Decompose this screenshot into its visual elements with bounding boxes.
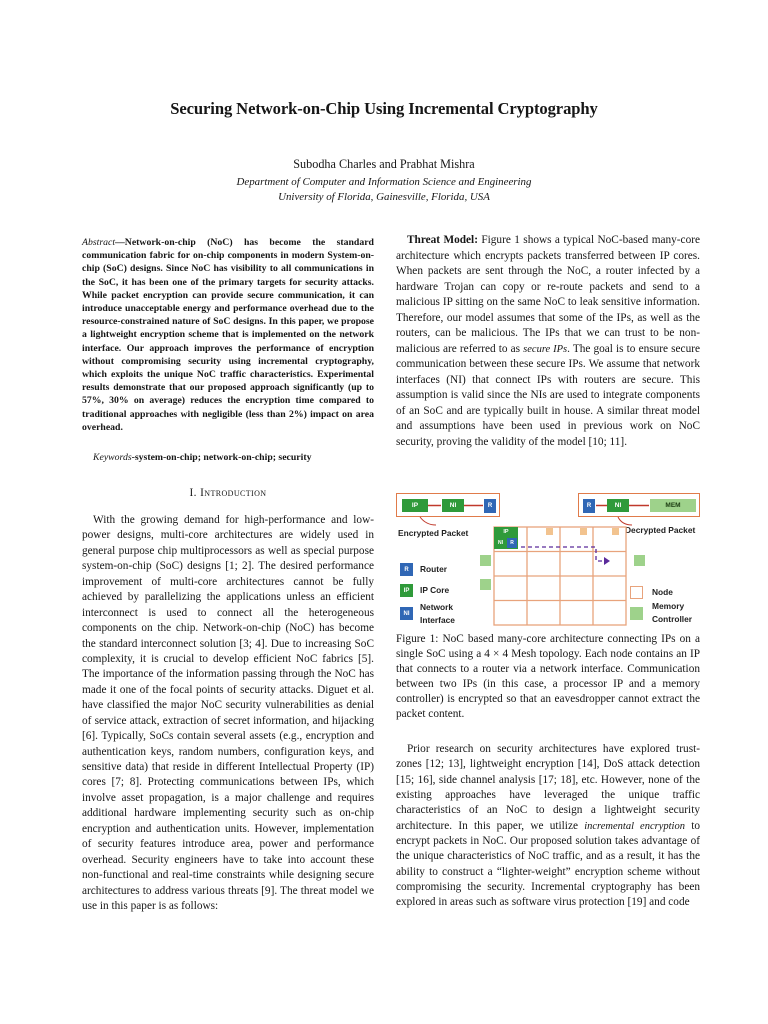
introduction-paragraph	[82, 513, 374, 914]
node-marker	[580, 528, 587, 535]
legend-node-icon	[630, 586, 643, 599]
memory-controller-node	[634, 555, 645, 566]
source-node-ni: NI	[495, 538, 506, 548]
dest-mem-block: MEM	[650, 499, 696, 512]
abstract-label: Abstract	[82, 237, 116, 248]
decrypted-packet-label: Decrypted Packet	[625, 525, 696, 535]
prior-research-text-a: Prior research on security architectures have explored trust-zones [12; 13], lightweight encryption [14], DoS attack detection [15; 16], side channel analysis [17; 18], etc. However, none of the existing approaches have leveraged the unique traffic characteristics of an NoC to design a lightweight security architecture. In this paper, we utilize	[396, 743, 700, 832]
figure-1-caption	[396, 632, 700, 723]
legend-mem-label-1: Memory	[652, 601, 685, 611]
keywords	[82, 451, 374, 464]
affiliation-department: Department of Computer and Information Science and Engineering	[236, 176, 532, 188]
source-ip-block: IP	[402, 499, 428, 512]
threat-model-text-b: . The goal is to ensure secure communication between these secure IPs. We assume that network interfaces (NI) that connect IPs with routers are secure. This assumption is valid since the NIs are used to integrate components of an SoC and are typically built in house. A similar threat model and assumptions have been used in previous work on NoC security, proving the validity of the model [10; 11].	[396, 342, 700, 448]
decrypted-leader	[618, 517, 632, 525]
figure-1	[396, 491, 700, 629]
paper-authors: Subodha Charles and Prabhat Mishra	[293, 157, 475, 171]
legend-router-icon: R	[400, 563, 413, 576]
memory-controller-node	[480, 579, 491, 590]
node-marker	[546, 528, 553, 535]
legend-ni-label-1: Network	[420, 602, 454, 612]
legend-mem-label-2: Controller	[652, 614, 693, 624]
encrypted-packet-label: Encrypted Packet	[398, 528, 469, 538]
paper-title: Securing Network-on-Chip Using Incremental Cryptography	[170, 99, 598, 118]
memory-controller-node	[480, 555, 491, 566]
section-heading-introduction: I. Introduction	[189, 487, 267, 499]
prior-research-term: incremental encryption	[584, 820, 685, 832]
dest-ni-block: NI	[607, 499, 629, 512]
keywords-text: -system-on-chip; network-on-chip; security	[131, 452, 312, 463]
prior-research-text-b: to encrypt packets in NoC. Our proposed solution takes advantage of the unique characteristics of NoC traffic, and as a result, it has the ability to construct a “lighter-weight” encryption scheme without compromising the security. Incremental cryptography has been explored in areas such as software virus protection [19] and code	[396, 819, 700, 909]
source-ni-block: NI	[442, 499, 464, 512]
source-router-block: R	[484, 499, 496, 513]
threat-model-text-a: Figure 1 shows a typical NoC-based many-core architecture which encrypts packets transferred between IP cores. When packets are sent through the NoC, a router infected by a hardware Trojan can copy or re-route packets and send to a malicious IP sitting on the same NoC to leak sensitive information. Therefore, our model assumes that some of the IPs, as well as the routers, can be malicious. The IPs that we can trust to be non-malicious are referred to as	[396, 234, 700, 355]
legend-ip-icon: IP	[400, 584, 413, 597]
source-node-router: R	[507, 538, 517, 548]
legend-mem-icon	[630, 607, 643, 620]
keywords-label: Keywords	[93, 452, 132, 463]
threat-model-term: secure IPs	[523, 343, 568, 355]
node-marker	[612, 528, 619, 535]
legend-ni-icon: NI	[400, 607, 413, 620]
dest-router-block: R	[583, 499, 595, 513]
legend-ni-label-2: Interface	[420, 615, 455, 625]
legend-router-label: Router	[420, 564, 447, 574]
figure-1-caption-text: Figure 1: NoC based many-core architecture connecting IPs on a single SoC using a 4 × 4 Mesh topology. Each node contains an IP that connects to a router via a network interface. Communication between two IPs (in this case, a processor IP and a memory controller) is encrypted so that an eavesdropper cannot extract the packet content.	[396, 633, 700, 721]
affiliation-university: University of Florida, Gainesville, Florida, USA	[278, 191, 490, 203]
abstract	[82, 236, 374, 434]
introduction-text: With the growing demand for high-performance and low-power designs, multi-core architectures are widely used in general purpose chip multiprocessors as well as special purpose system-on-chip (SoC) designs [1; 2]. The desired performance improvement of multi-core architectures cannot be fully achieved by parallelizing the applications unless an efficient interconnect is used to connect all the heterogeneous components on the chip. Network-on-chip (NoC) has become the standard interconnect solution [3; 4]. Due to increasing SoC complexity, it is crucial to develop efficient NoC fabrics [5]. The importance of the information passing through the NoC has made it one of the focal points of security attacks. Diguet et al. have classified the major NoC security vulnerabilities as denial of service attack, extraction of secret information, and hijacking [6]. Typically, SoCs contain several assets (e.g., encryption and authentication keys, random numbers, configuration keys, and sensitive data) that reside in different Intellectual Property (IP) cores [7; 8]. Protecting communications between IPs, which involve asset propagation, is a major challenge and requires additional hardware implementing security such as on-chip encryption and authentication units. However, implementation of security features introduce area, power and performance overhead. Security engineers have to take into account these non-functional and real-time constraints while designing secure architectures to address various threats [9]. The threat model we use in this paper is as follows:	[82, 514, 374, 912]
abstract-text: —Network-on-chip (NoC) has become the standard communication fabric for on-chip components in modern System-on-chip (SoC) designs. Since NoC has visibility to all communications in the SoC, it has been one of the primary targets for security attacks. While packet encryption can provide secure communication, it can introduce unacceptable energy and performance overhead due to the resource-constrained nature of SoC designs. In this paper, we propose a lightweight encryption scheme that is implemented on the network interface. Our approach improves the performance of encryption without compromising security using incremental cryptography, which exploits the unique NoC traffic characteristics. Experimental results demonstrate that our proposed approach significantly (up to 57%, 30% on average) reduces the encryption time compared to traditional approaches with negligible (less than 2%) impact on area overhead.	[82, 237, 374, 433]
encrypted-leader	[420, 517, 436, 525]
source-node-ip: IP	[503, 529, 509, 535]
threat-model-paragraph	[396, 233, 700, 450]
threat-model-label: Threat Model:	[407, 234, 478, 246]
packet-route-arrowhead	[604, 557, 610, 565]
prior-research-paragraph	[396, 742, 700, 911]
legend-node-label: Node	[652, 587, 673, 597]
legend-ip-label: IP Core	[420, 585, 450, 595]
